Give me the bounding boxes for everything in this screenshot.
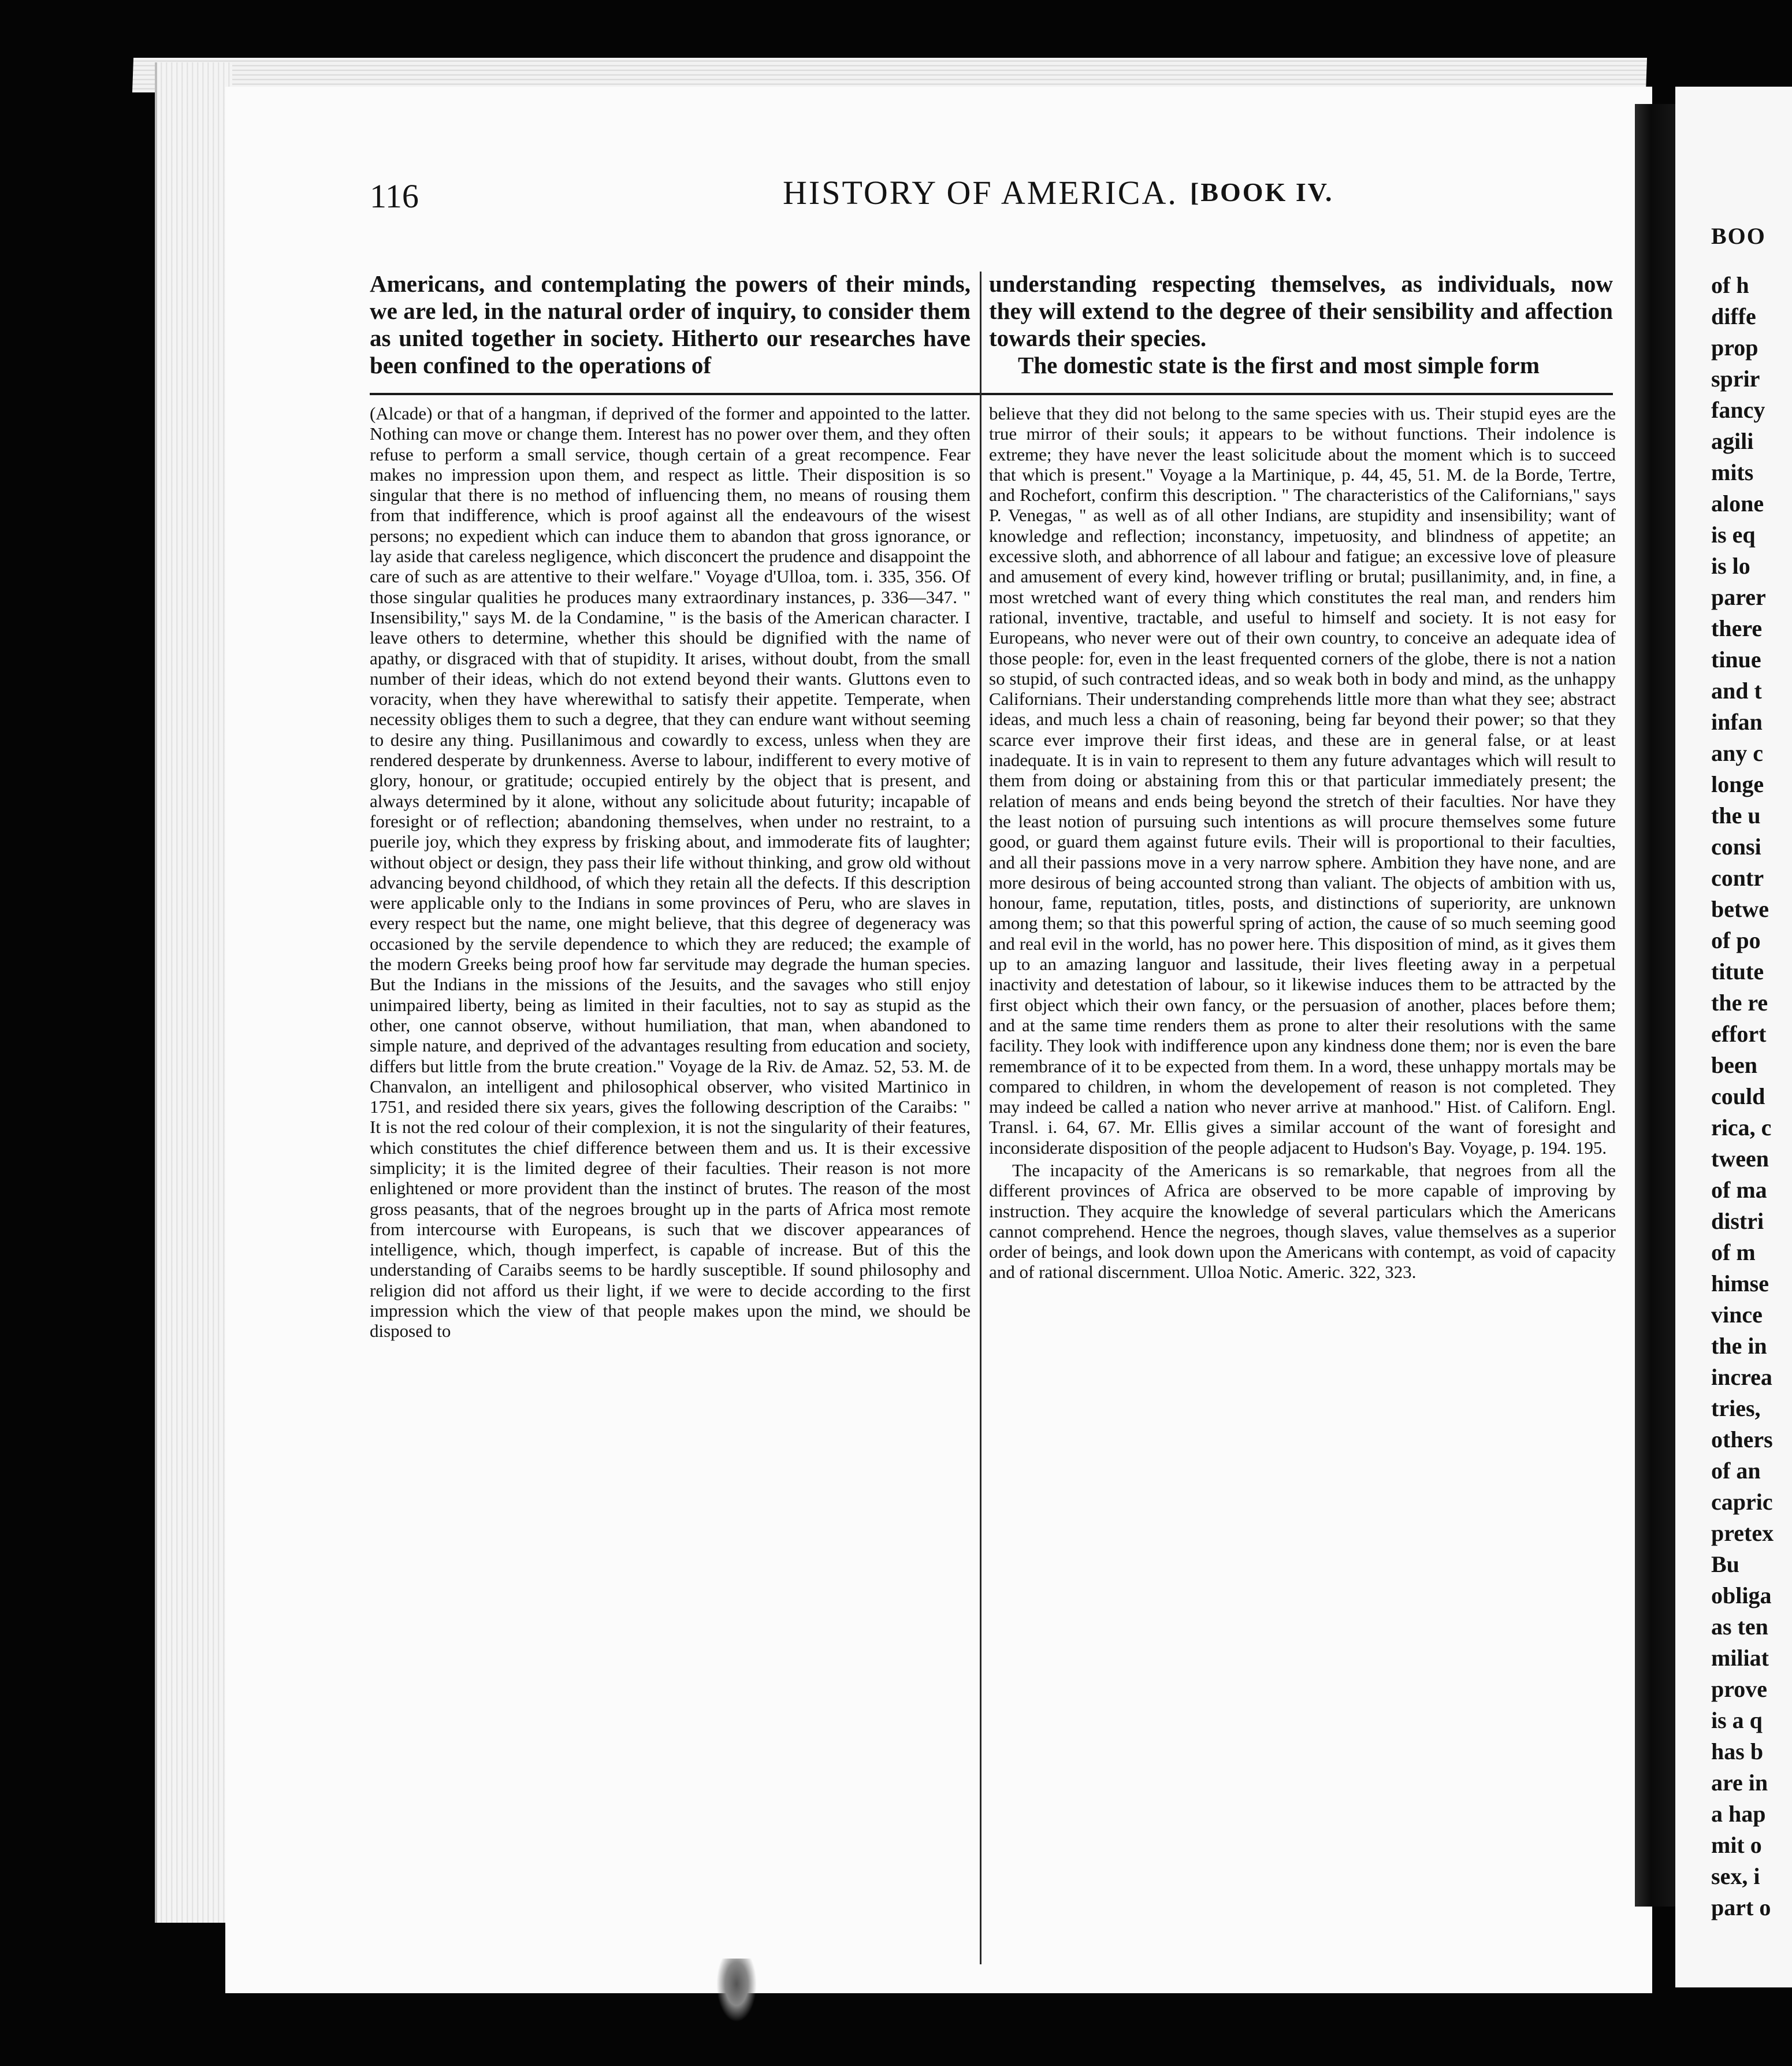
adjacent-page-line: agili	[1711, 428, 1754, 454]
book-label: [BOOK IV.	[1190, 177, 1334, 207]
adjacent-page-line: prove	[1711, 1676, 1768, 1702]
adjacent-page-line: mits	[1711, 459, 1754, 485]
adjacent-page-line: any c	[1711, 740, 1763, 766]
adjacent-page-line: part o	[1711, 1894, 1771, 1920]
footnote-left-column	[370, 403, 971, 1342]
adjacent-page-line: rica, c	[1711, 1114, 1772, 1140]
adjacent-page-line: the u	[1711, 802, 1761, 828]
adjacent-page-line: of ma	[1711, 1177, 1767, 1203]
footnote-paragraph-right-1: believe that they did not belong to the same species with us. Their stupid eyes are the true mirror of their souls; it appears to be without functions. Their indolence is extreme; they have never the least solicitude about the moment which is to succeed that which is present." Voyage a la Martinique, p. 44, 45, 51. M. de la Borde, Tertre, and Rochefort, confirm this description. " The characteristics of the Californians," says P. Venegas, " as well as of all other Indians, are stupidity and insensibility; want of knowledge and reflection; inconstancy, impetuosity, and blindness of appetite; an excessive sloth, and abhorrence of all labour and fatigue; an excessive love of pleasure and amusement of every kind, however trifling or brutal; pusillanimity, and, in fine, a most wretched want of every thing which constitutes the real man, and renders him rational, inventive, tractable, and useful to himself and society. It is not easy for Europeans, who never were out of their own country, to conceive an adequate idea of those people: for, even in the least frequented corners of the globe, there is not a nation so stupid, of such contracted ideas, and so weak both in body and mind, as the unhappy Californians. Their understanding comprehends little more than what they see; abstract ideas, and much less a chain of reasoning, being far beyond their power; so that they scarce ever improve their first ideas, and these are in general false, or at least inadequate. It is in vain to represent to them any future advantages which will result to them from doing or abstaining from this or that particular immediately present; the relation of means and ends being beyond the stretch of their faculties. Nor have they the least notion of pursuing such intentions as will procure themselves some future good, or guard them against future evils. Their will is proportional to their faculties, and all their passions move in a very narrow sphere. Ambition they have none, and are more desirous of being accounted strong than valiant. The objects of ambition with us, honour, fame, reputation, titles, posts, and distinctions of superiority, are unknown among them; so that this powerful spring of action, the cause of so much seeming good and real evil in the world, has no power here. This disposition of mind, as it gives them up to an amazing languor and lassitude, their lives fleeting away in a perpetual inactivity and detestation of labour, so it likewise induces them to be attracted by the first object which their own fancy, or the persuasion of another, places before them; and at the same time renders them as prone to alter their resolutions with the same facility. They look with indifference upon any kindness done them; nor is even the bare remembrance of it to be expected from them. In a word, these unhappy mortals may be compared to children, in whom the developement of reason is not completed. They may indeed be called a nation who never arrive at manhood." Hist. of Californ. Engl. Transl. i. 64, 67. Mr. Ellis gives a similar account of the want of foresight and inconsiderate disposition of the people adjacent to Hudson's Bay. Voyage, p. 194. 195.	[989, 403, 1616, 1158]
adjacent-page-line: is eq	[1711, 522, 1756, 548]
main-paragraph-right-1: understanding respecting themselves, as individuals, now they will extend to the degree of their sensibility and affection towards their species.	[989, 270, 1613, 351]
footnote-rule	[370, 393, 1613, 395]
adjacent-page-line: been	[1711, 1052, 1757, 1078]
adjacent-page-line: the in	[1711, 1333, 1767, 1359]
book-page	[225, 87, 1652, 1993]
adjacent-page-line: sprir	[1711, 366, 1760, 392]
page-number: 116	[370, 177, 419, 215]
adjacent-page-line: of h	[1711, 272, 1749, 298]
column-divider	[980, 272, 981, 1964]
adjacent-page-line: as ten	[1711, 1614, 1768, 1640]
adjacent-page-line: prop	[1711, 335, 1758, 361]
adjacent-page-line: betwe	[1711, 896, 1769, 922]
adjacent-page-line: parer	[1711, 584, 1766, 610]
ink-stain	[716, 1959, 757, 2022]
footnote-right-column	[989, 403, 1616, 1283]
adjacent-page-line: titute	[1711, 958, 1764, 984]
adjacent-page-line: Bu	[1711, 1551, 1739, 1577]
adjacent-page-line: and t	[1711, 678, 1762, 704]
adjacent-page-line: the re	[1711, 990, 1768, 1016]
adjacent-page-line: diffe	[1711, 303, 1756, 329]
adjacent-page-line: capric	[1711, 1489, 1773, 1515]
adjacent-page-line: vince	[1711, 1302, 1763, 1328]
adjacent-page-line: there	[1711, 615, 1763, 641]
adjacent-page-line: has b	[1711, 1738, 1764, 1764]
main-text-left-column	[370, 270, 971, 379]
adjacent-page-line: consi	[1711, 834, 1761, 860]
adjacent-page-line: distri	[1711, 1208, 1764, 1234]
footnote-paragraph-left: (Alcade) or that of a hangman, if deprived of the former and appointed to the latter. Nothing can move or change them. Interest has no power over them, and they often refuse to perform a small service, though certain of a great recompence. Fear makes no impression upon them, and respect as little. Their disposition is so singular that there is no method of influencing them, no means of rousing them from that indifference, which is proof against all the endeavours of the wisest persons; no expedient which can induce them to abandon that gross ignorance, or lay aside that careless negligence, which disconcert the prudence and disappoint the care of such as are attentive to their welfare." Voyage d'Ulloa, tom. i. 335, 356. Of those singular qualities he produces many extraordinary instances, p. 336—347. " Insensibility," says M. de la Condamine, " is the basis of the American character. I leave others to determine, whether this should be dignified with the name of apathy, or disgraced with that of stupidity. It arises, without doubt, from the small number of their ideas, which do not extend beyond their wants. Gluttons even to voracity, when they have wherewithal to satisfy their appetite. Temperate, when necessity obliges them to such a degree, that they can endure want without seeming to desire any thing. Pusillanimous and cowardly to excess, unless when they are rendered desperate by drunkenness. Averse to labour, indifferent to every motive of glory, honour, or gratitude; occupied entirely by the object that is present, and always determined by it alone, without any solicitude about futurity; incapable of foresight or of reflection; abandoning themselves, when under no restraint, to a puerile joy, which they express by frisking about, and immoderate fits of laughter; without object or design, they pass their life without thinking, and grow old without advancing beyond childhood, of which they retain all the defects. If this description were applicable only to the Indians in some provinces of Peru, who are slaves in every respect but the name, one might believe, that this degree of degeneracy was occasioned by the servile dependence to which they are reduced; the example of the modern Greeks being proof how far servitude may degrade the human species. But the Indians in the missions of the Jesuits, and the savages who still enjoy unimpaired liberty, being as limited in their faculties, not to say as stupid as the other, one cannot observe, without humiliation, that man, when abandoned to simple nature, and deprived of the advantages resulting from education and society, differs but little from the brute creation." Voyage de la Riv. de Amaz. 52, 53. M. de Chanvalon, an intelligent and philosophical observer, who visited Martinico in 1751, and resided there six years, gives the following description of the Caraibs: " It is not the red colour of their complexion, it is not the singularity of their features, which constitutes the chief difference between them and us. It is their excessive simplicity; it is the limited degree of their faculties. Their reason is not more enlightened or more provident than the instinct of brutes. The reason of the most gross peasants, that of the negroes brought up in the parts of Africa most remote from intercourse with Europeans, is such that we discover appearances of intelligence, which, though imperfect, is capable of increase. But of this the understanding of Caraibs seems to be hardly susceptible. If sound philosophy and religion did not afford us their light, if we were to decide according to the first impression which the view of that people makes upon the mind, we should be disposed to	[370, 403, 971, 1342]
adjacent-page-line: of m	[1711, 1239, 1756, 1265]
running-title: HISTORY OF AMERICA.	[783, 174, 1178, 211]
main-paragraph-right-2: The domestic state is the first and most simple form	[1018, 352, 1540, 378]
adjacent-page-line: miliat	[1711, 1645, 1769, 1671]
adjacent-page-line: could	[1711, 1083, 1765, 1109]
adjacent-page-line: tries,	[1711, 1395, 1761, 1421]
main-text-right-column	[989, 270, 1613, 379]
adjacent-page-line: is a q	[1711, 1707, 1763, 1733]
adjacent-page-line: sex, i	[1711, 1863, 1760, 1889]
footnote-paragraph-right-2: The incapacity of the Americans is so remarkable, that negroes from all the different provinces of Africa are observed to be more capable of improving by instruction. They acquire the knowledge of several particulars which the Americans cannot comprehend. Hence the negroes, though slaves, value themselves as a superior order of beings, and look down upon the Americans with contempt, as void of capacity and of rational discernment. Ulloa Notic. Americ. 322, 323.	[989, 1160, 1616, 1283]
adjacent-page-line: tinue	[1711, 646, 1761, 672]
adjacent-page-line: others	[1711, 1426, 1773, 1452]
adjacent-page	[1675, 87, 1792, 1987]
main-paragraph-left: Americans, and contemplating the powers of their minds, we are led, in the natural order of inquiry, to consider them as united together in society. Hitherto our researches have been confined to the operations of	[370, 270, 971, 378]
adjacent-page-line: longe	[1711, 771, 1764, 797]
adjacent-page-line: effort	[1711, 1021, 1767, 1047]
adjacent-page-line: mit o	[1711, 1832, 1762, 1858]
adjacent-page-line: contr	[1711, 865, 1764, 891]
adjacent-page-line: alone	[1711, 491, 1764, 516]
adjacent-page-line: pretex	[1711, 1520, 1774, 1546]
adjacent-page-line: tween	[1711, 1146, 1769, 1172]
adjacent-page-line: himse	[1711, 1270, 1769, 1296]
adjacent-page-head: BOO	[1711, 223, 1766, 249]
adjacent-page-line: is lo	[1711, 553, 1750, 579]
adjacent-page-line: a hap	[1711, 1801, 1766, 1827]
adjacent-page-line: infan	[1711, 709, 1763, 735]
book-gutter	[1635, 104, 1675, 1907]
adjacent-page-line: of po	[1711, 927, 1761, 953]
adjacent-page-line: fancy	[1711, 397, 1765, 423]
adjacent-page-line: of an	[1711, 1458, 1761, 1484]
adjacent-page-line: are in	[1711, 1770, 1768, 1796]
adjacent-page-line: increa	[1711, 1364, 1772, 1390]
adjacent-page-line: obliga	[1711, 1582, 1772, 1608]
book-page-edges	[155, 62, 232, 1923]
